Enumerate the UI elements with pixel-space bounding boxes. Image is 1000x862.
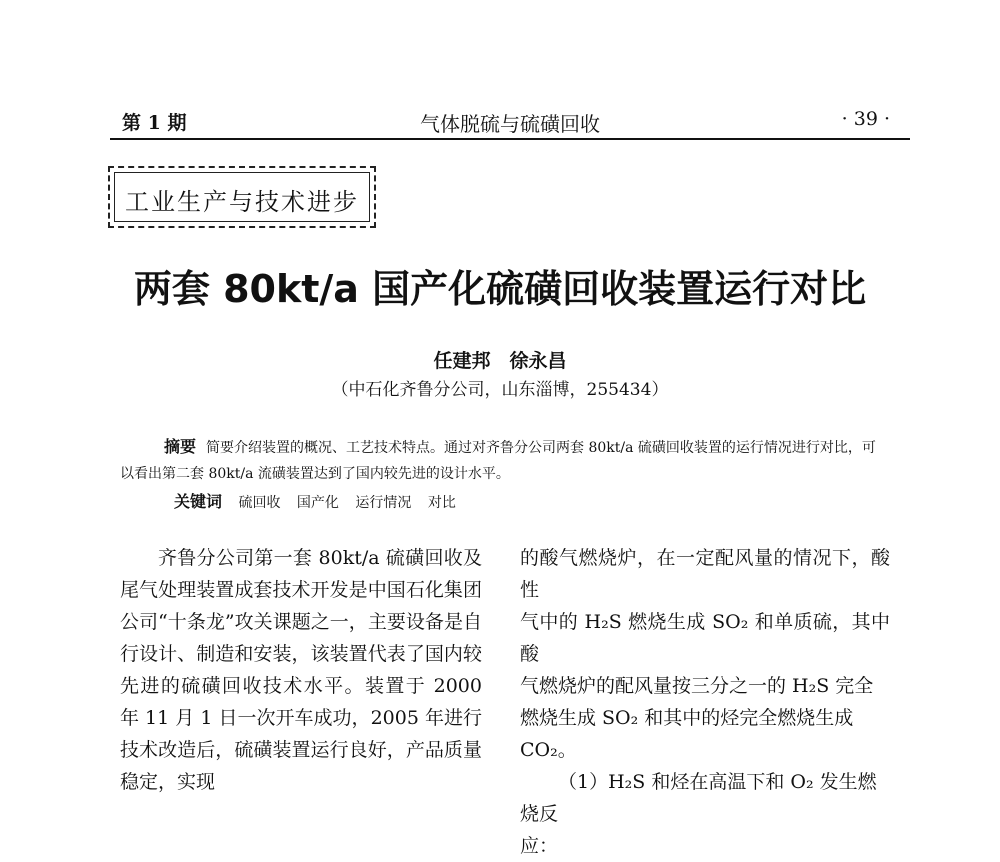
keyword: 国产化 xyxy=(296,495,339,511)
body-paragraph: 齐鲁分公司第一套 80kt/a 硫磺回收及尾气处理装置成套技术开发是中国石化集团公司“十条龙”攻关课题之一，主要设备是自行设计、制造和安装，该装置代表了国内较先进的硫磺回收技术水平。装置于 2000 年 11 月 1 日一次开车成功，2005 年进行技术改造后，硫磺装置运行良好，产品质量稳定，实现 xyxy=(120,547,482,793)
abstract-label: 摘要 xyxy=(164,437,197,456)
keyword: 硫回收 xyxy=(238,495,281,511)
affiliation: （中石化齐鲁分公司，山东淄博，255434） xyxy=(331,380,669,400)
body-line: 燃烧生成 SO₂ 和其中的烃完全燃烧生成 xyxy=(520,707,854,729)
page-number: · 39 · xyxy=(841,108,890,130)
issue-number: 第 1 期 xyxy=(122,112,187,134)
reaction-item-continued: 应： xyxy=(520,835,559,857)
abstract-text: 简要介绍装置的概况、工艺技术特点。通过对齐鲁分公司两套 80kt/a 硫磺回收装置的运行情况进行对比，可以看出第二套 80kt/a 流磺装置达到了国内较先进的设计水平。 xyxy=(120,440,876,482)
body-line: 的酸气燃烧炉，在一定配风量的情况下，酸性 xyxy=(520,547,890,601)
body-line: 气中的 H₂S 燃烧生成 SO₂ 和单质硫，其中酸 xyxy=(520,611,890,665)
page-header xyxy=(110,100,910,140)
keywords-label: 关键词 xyxy=(174,492,223,511)
section-label: 工业生产与技术进步 xyxy=(125,188,359,216)
section-box xyxy=(108,166,376,228)
journal-name: 气体脱硫与硫磺回收 xyxy=(420,112,600,136)
reaction-item: （1）H₂S 和烃在高温下和 O₂ 发生燃烧反 xyxy=(520,771,877,825)
keyword: 运行情况 xyxy=(355,495,412,511)
body-column-right xyxy=(520,542,890,862)
body-line: CO₂。 xyxy=(520,739,577,761)
keyword: 对比 xyxy=(427,495,456,511)
abstract xyxy=(120,434,880,487)
header-rule xyxy=(110,138,910,140)
authors: 任建邦 徐永昌 xyxy=(433,350,567,372)
article-title: 两套 80kt/a 国产化硫磺回收装置运行对比 xyxy=(133,267,867,311)
keywords xyxy=(174,489,468,512)
body-line: 气燃烧炉的配风量按三分之一的 H₂S 完全 xyxy=(520,675,874,697)
